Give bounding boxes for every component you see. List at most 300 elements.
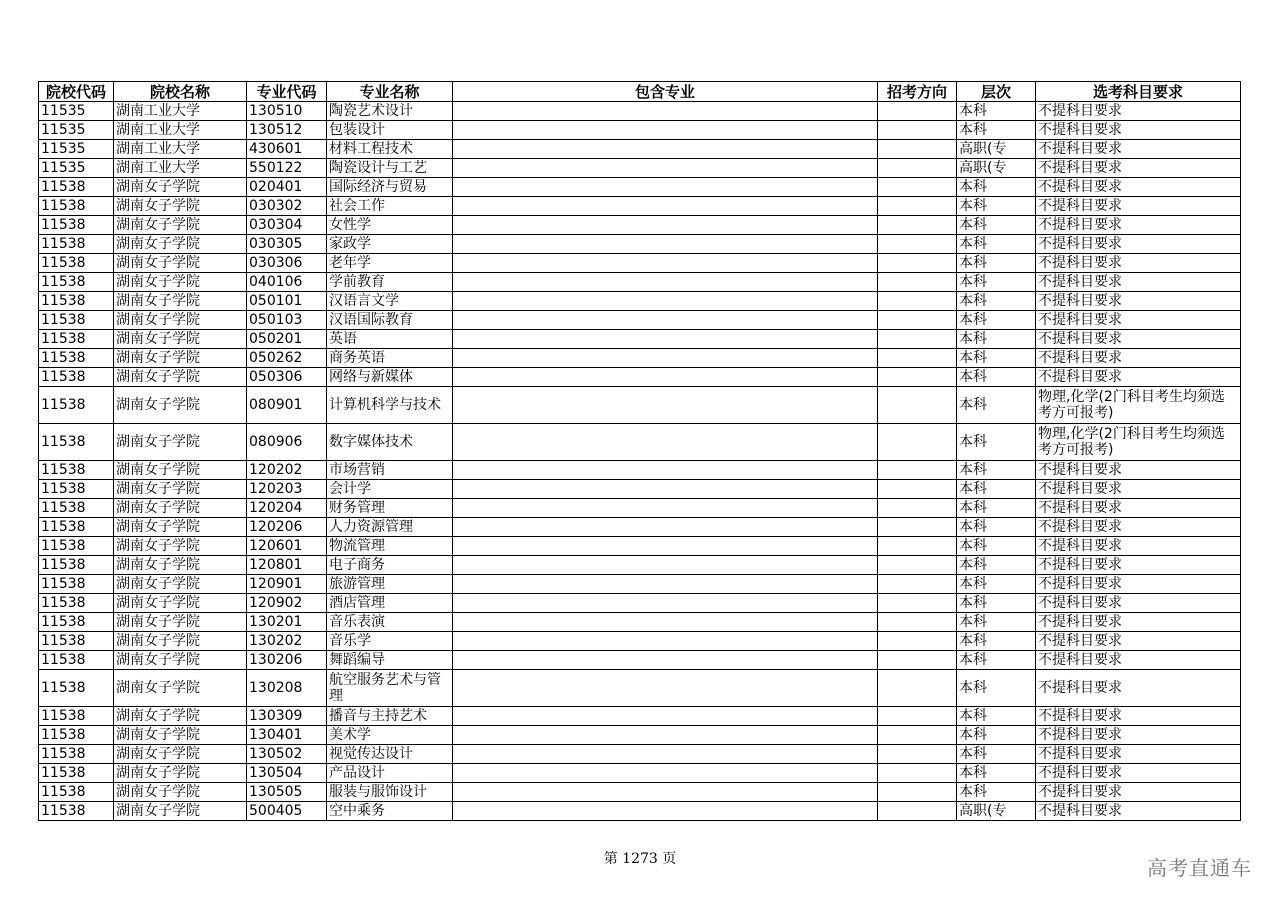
cell-major-name: 网络与新媒体 [327, 368, 453, 387]
table-row [39, 216, 1241, 235]
cell-included-majors [453, 140, 878, 159]
cell-subject-requirement: 不提科目要求 [1036, 556, 1241, 575]
cell-direction [878, 254, 957, 273]
cell-school-name: 湖南女子学院 [114, 273, 247, 292]
cell-school-name: 湖南女子学院 [114, 783, 247, 802]
cell-school-code: 11535 [39, 121, 114, 140]
cell-direction [878, 651, 957, 670]
cell-major-name: 商务英语 [327, 349, 453, 368]
cell-major-name: 女性学 [327, 216, 453, 235]
cell-level: 本科 [957, 461, 1036, 480]
table-row [39, 783, 1241, 802]
cell-level: 本科 [957, 651, 1036, 670]
cell-major-name: 财务管理 [327, 499, 453, 518]
cell-level: 本科 [957, 707, 1036, 726]
cell-subject-requirement: 不提科目要求 [1036, 802, 1241, 821]
header-subject-requirement: 选考科目要求 [1036, 82, 1241, 102]
header-major-code: 专业代码 [247, 82, 327, 102]
header-school-code: 院校代码 [39, 82, 114, 102]
cell-major-name: 物流管理 [327, 537, 453, 556]
cell-major-code: 080901 [247, 387, 327, 424]
cell-included-majors [453, 726, 878, 745]
cell-school-name: 湖南女子学院 [114, 518, 247, 537]
cell-included-majors [453, 102, 878, 121]
cell-included-majors [453, 311, 878, 330]
cell-included-majors [453, 178, 878, 197]
cell-major-code: 030304 [247, 216, 327, 235]
cell-subject-requirement: 不提科目要求 [1036, 102, 1241, 121]
cell-included-majors [453, 651, 878, 670]
cell-subject-requirement: 不提科目要求 [1036, 480, 1241, 499]
cell-included-majors [453, 764, 878, 783]
cell-major-name: 视觉传达设计 [327, 745, 453, 764]
cell-direction [878, 670, 957, 707]
table-row [39, 745, 1241, 764]
cell-major-name: 空中乘务 [327, 802, 453, 821]
header-included-majors: 包含专业 [453, 82, 878, 102]
cell-subject-requirement: 不提科目要求 [1036, 273, 1241, 292]
admissions-table [38, 81, 1241, 821]
cell-subject-requirement: 不提科目要求 [1036, 235, 1241, 254]
cell-level: 本科 [957, 311, 1036, 330]
cell-included-majors [453, 424, 878, 461]
cell-level: 本科 [957, 330, 1036, 349]
table-row [39, 102, 1241, 121]
cell-major-code: 500405 [247, 802, 327, 821]
cell-included-majors [453, 537, 878, 556]
cell-school-code: 11538 [39, 651, 114, 670]
cell-included-majors [453, 254, 878, 273]
cell-level: 本科 [957, 424, 1036, 461]
cell-major-name: 陶瓷设计与工艺 [327, 159, 453, 178]
cell-major-name: 计算机科学与技术 [327, 387, 453, 424]
page-number: 第 1273 页 [603, 851, 677, 867]
cell-major-name: 旅游管理 [327, 575, 453, 594]
cell-major-code: 120601 [247, 537, 327, 556]
cell-level: 本科 [957, 102, 1036, 121]
cell-major-name: 汉语国际教育 [327, 311, 453, 330]
cell-direction [878, 499, 957, 518]
cell-level: 本科 [957, 764, 1036, 783]
table-row [39, 311, 1241, 330]
cell-school-name: 湖南女子学院 [114, 537, 247, 556]
cell-major-code: 030302 [247, 197, 327, 216]
cell-direction [878, 424, 957, 461]
cell-included-majors [453, 273, 878, 292]
cell-school-code: 11538 [39, 349, 114, 368]
cell-school-name: 湖南女子学院 [114, 311, 247, 330]
cell-level: 本科 [957, 575, 1036, 594]
cell-school-name: 湖南女子学院 [114, 594, 247, 613]
cell-level: 本科 [957, 178, 1036, 197]
cell-major-name: 汉语言文学 [327, 292, 453, 311]
cell-major-code: 130202 [247, 632, 327, 651]
cell-major-name: 数字媒体技术 [327, 424, 453, 461]
table-row [39, 178, 1241, 197]
cell-level: 本科 [957, 594, 1036, 613]
cell-school-code: 11538 [39, 254, 114, 273]
cell-major-code: 130201 [247, 613, 327, 632]
cell-direction [878, 575, 957, 594]
cell-subject-requirement: 不提科目要求 [1036, 632, 1241, 651]
table-row [39, 424, 1241, 461]
table-row [39, 159, 1241, 178]
cell-subject-requirement: 物理,化学(2门科目考生均须选考方可报考) [1036, 424, 1241, 461]
cell-school-code: 11538 [39, 764, 114, 783]
cell-included-majors [453, 292, 878, 311]
cell-major-name: 电子商务 [327, 556, 453, 575]
table-row [39, 613, 1241, 632]
cell-level: 高职(专 [957, 802, 1036, 821]
header-row [39, 82, 1241, 102]
cell-school-name: 湖南女子学院 [114, 461, 247, 480]
cell-subject-requirement: 不提科目要求 [1036, 461, 1241, 480]
cell-subject-requirement: 不提科目要求 [1036, 140, 1241, 159]
cell-direction [878, 518, 957, 537]
cell-direction [878, 235, 957, 254]
cell-direction [878, 632, 957, 651]
cell-school-name: 湖南女子学院 [114, 235, 247, 254]
header-direction: 招考方向 [878, 82, 957, 102]
cell-school-name: 湖南女子学院 [114, 632, 247, 651]
table-row [39, 292, 1241, 311]
table-row [39, 387, 1241, 424]
cell-school-code: 11535 [39, 140, 114, 159]
cell-subject-requirement: 不提科目要求 [1036, 178, 1241, 197]
cell-level: 本科 [957, 254, 1036, 273]
cell-direction [878, 726, 957, 745]
cell-major-code: 030306 [247, 254, 327, 273]
cell-major-name: 美术学 [327, 726, 453, 745]
cell-level: 本科 [957, 632, 1036, 651]
cell-level: 本科 [957, 292, 1036, 311]
cell-major-code: 130309 [247, 707, 327, 726]
cell-direction [878, 121, 957, 140]
cell-school-code: 11538 [39, 670, 114, 707]
cell-direction [878, 707, 957, 726]
cell-school-name: 湖南女子学院 [114, 670, 247, 707]
cell-school-code: 11538 [39, 613, 114, 632]
table-row [39, 197, 1241, 216]
cell-major-code: 020401 [247, 178, 327, 197]
cell-subject-requirement: 不提科目要求 [1036, 613, 1241, 632]
cell-school-name: 湖南女子学院 [114, 387, 247, 424]
cell-school-code: 11538 [39, 292, 114, 311]
cell-direction [878, 461, 957, 480]
cell-major-code: 430601 [247, 140, 327, 159]
cell-school-name: 湖南工业大学 [114, 102, 247, 121]
cell-major-name: 舞蹈编导 [327, 651, 453, 670]
cell-major-code: 130505 [247, 783, 327, 802]
cell-school-code: 11538 [39, 499, 114, 518]
cell-school-name: 湖南女子学院 [114, 499, 247, 518]
cell-school-name: 湖南女子学院 [114, 613, 247, 632]
cell-subject-requirement: 不提科目要求 [1036, 651, 1241, 670]
table-row [39, 254, 1241, 273]
cell-school-code: 11538 [39, 745, 114, 764]
cell-direction [878, 537, 957, 556]
cell-level: 本科 [957, 387, 1036, 424]
cell-school-code: 11538 [39, 273, 114, 292]
cell-direction [878, 594, 957, 613]
cell-subject-requirement: 不提科目要求 [1036, 670, 1241, 707]
cell-direction [878, 802, 957, 821]
cell-direction [878, 387, 957, 424]
table-row [39, 121, 1241, 140]
cell-school-code: 11538 [39, 216, 114, 235]
cell-included-majors [453, 235, 878, 254]
cell-subject-requirement: 物理,化学(2门科目考生均须选考方可报考) [1036, 387, 1241, 424]
cell-direction [878, 745, 957, 764]
cell-level: 本科 [957, 480, 1036, 499]
cell-major-name: 陶瓷艺术设计 [327, 102, 453, 121]
table-row [39, 594, 1241, 613]
cell-level: 本科 [957, 613, 1036, 632]
cell-school-code: 11535 [39, 159, 114, 178]
cell-included-majors [453, 330, 878, 349]
cell-school-name: 湖南女子学院 [114, 197, 247, 216]
cell-level: 本科 [957, 216, 1036, 235]
cell-major-code: 050103 [247, 311, 327, 330]
table-row [39, 461, 1241, 480]
table-row [39, 368, 1241, 387]
cell-school-code: 11535 [39, 102, 114, 121]
cell-level: 高职(专 [957, 159, 1036, 178]
cell-subject-requirement: 不提科目要求 [1036, 368, 1241, 387]
cell-included-majors [453, 197, 878, 216]
cell-subject-requirement: 不提科目要求 [1036, 726, 1241, 745]
cell-included-majors [453, 783, 878, 802]
cell-level: 本科 [957, 273, 1036, 292]
cell-major-code: 120204 [247, 499, 327, 518]
cell-major-name: 包装设计 [327, 121, 453, 140]
cell-direction [878, 480, 957, 499]
watermark: 高考直通车 [1147, 856, 1252, 880]
cell-major-name: 会计学 [327, 480, 453, 499]
cell-level: 本科 [957, 783, 1036, 802]
cell-subject-requirement: 不提科目要求 [1036, 330, 1241, 349]
cell-included-majors [453, 802, 878, 821]
cell-direction [878, 764, 957, 783]
cell-level: 本科 [957, 745, 1036, 764]
cell-major-name: 学前教育 [327, 273, 453, 292]
cell-major-code: 080906 [247, 424, 327, 461]
cell-major-code: 130206 [247, 651, 327, 670]
cell-subject-requirement: 不提科目要求 [1036, 159, 1241, 178]
cell-subject-requirement: 不提科目要求 [1036, 216, 1241, 235]
cell-included-majors [453, 368, 878, 387]
cell-school-code: 11538 [39, 518, 114, 537]
cell-major-code: 120901 [247, 575, 327, 594]
cell-school-code: 11538 [39, 802, 114, 821]
cell-level: 本科 [957, 556, 1036, 575]
cell-level: 本科 [957, 197, 1036, 216]
table-row [39, 802, 1241, 821]
cell-school-code: 11538 [39, 632, 114, 651]
cell-school-name: 湖南工业大学 [114, 140, 247, 159]
cell-subject-requirement: 不提科目要求 [1036, 254, 1241, 273]
cell-major-code: 130401 [247, 726, 327, 745]
header-major-name: 专业名称 [327, 82, 453, 102]
cell-school-name: 湖南工业大学 [114, 121, 247, 140]
cell-direction [878, 783, 957, 802]
cell-direction [878, 311, 957, 330]
cell-school-name: 湖南女子学院 [114, 178, 247, 197]
table-row [39, 670, 1241, 707]
cell-school-name: 湖南女子学院 [114, 575, 247, 594]
table-row [39, 140, 1241, 159]
cell-major-name: 市场营销 [327, 461, 453, 480]
table-row [39, 235, 1241, 254]
cell-included-majors [453, 461, 878, 480]
table-row [39, 349, 1241, 368]
cell-subject-requirement: 不提科目要求 [1036, 745, 1241, 764]
cell-direction [878, 140, 957, 159]
cell-school-name: 湖南女子学院 [114, 480, 247, 499]
table-row [39, 632, 1241, 651]
cell-direction [878, 556, 957, 575]
table-row [39, 499, 1241, 518]
cell-school-name: 湖南女子学院 [114, 764, 247, 783]
cell-major-code: 130208 [247, 670, 327, 707]
cell-included-majors [453, 499, 878, 518]
cell-level: 本科 [957, 121, 1036, 140]
cell-level: 高职(专 [957, 140, 1036, 159]
cell-school-name: 湖南女子学院 [114, 707, 247, 726]
cell-major-code: 120202 [247, 461, 327, 480]
cell-major-name: 社会工作 [327, 197, 453, 216]
cell-subject-requirement: 不提科目要求 [1036, 707, 1241, 726]
table-row [39, 726, 1241, 745]
cell-direction [878, 292, 957, 311]
cell-included-majors [453, 613, 878, 632]
cell-subject-requirement: 不提科目要求 [1036, 764, 1241, 783]
cell-direction [878, 368, 957, 387]
cell-school-code: 11538 [39, 594, 114, 613]
cell-school-code: 11538 [39, 480, 114, 499]
cell-level: 本科 [957, 349, 1036, 368]
cell-school-code: 11538 [39, 424, 114, 461]
cell-school-name: 湖南女子学院 [114, 556, 247, 575]
cell-major-name: 航空服务艺术与管理 [327, 670, 453, 707]
cell-school-name: 湖南女子学院 [114, 424, 247, 461]
cell-school-name: 湖南女子学院 [114, 726, 247, 745]
cell-major-code: 040106 [247, 273, 327, 292]
cell-included-majors [453, 556, 878, 575]
cell-subject-requirement: 不提科目要求 [1036, 594, 1241, 613]
cell-direction [878, 330, 957, 349]
cell-included-majors [453, 632, 878, 651]
cell-school-code: 11538 [39, 368, 114, 387]
cell-major-code: 130512 [247, 121, 327, 140]
cell-level: 本科 [957, 537, 1036, 556]
cell-included-majors [453, 349, 878, 368]
table-row [39, 480, 1241, 499]
cell-school-code: 11538 [39, 330, 114, 349]
cell-school-name: 湖南女子学院 [114, 745, 247, 764]
cell-school-name: 湖南女子学院 [114, 651, 247, 670]
cell-included-majors [453, 387, 878, 424]
cell-school-code: 11538 [39, 235, 114, 254]
cell-direction [878, 102, 957, 121]
cell-included-majors [453, 594, 878, 613]
table-row [39, 707, 1241, 726]
cell-school-code: 11538 [39, 556, 114, 575]
cell-major-name: 老年学 [327, 254, 453, 273]
cell-major-code: 120206 [247, 518, 327, 537]
cell-major-name: 英语 [327, 330, 453, 349]
cell-included-majors [453, 745, 878, 764]
header-school-name: 院校名称 [114, 82, 247, 102]
table-row [39, 273, 1241, 292]
cell-level: 本科 [957, 518, 1036, 537]
table-row [39, 518, 1241, 537]
cell-school-code: 11538 [39, 726, 114, 745]
cell-direction [878, 159, 957, 178]
cell-major-code: 030305 [247, 235, 327, 254]
cell-subject-requirement: 不提科目要求 [1036, 499, 1241, 518]
cell-major-name: 音乐学 [327, 632, 453, 651]
cell-school-code: 11538 [39, 387, 114, 424]
cell-subject-requirement: 不提科目要求 [1036, 518, 1241, 537]
cell-major-code: 050101 [247, 292, 327, 311]
cell-major-code: 050201 [247, 330, 327, 349]
cell-subject-requirement: 不提科目要求 [1036, 575, 1241, 594]
cell-direction [878, 197, 957, 216]
cell-major-code: 050262 [247, 349, 327, 368]
cell-subject-requirement: 不提科目要求 [1036, 121, 1241, 140]
cell-school-code: 11538 [39, 178, 114, 197]
cell-subject-requirement: 不提科目要求 [1036, 349, 1241, 368]
cell-major-code: 130510 [247, 102, 327, 121]
cell-level: 本科 [957, 368, 1036, 387]
cell-school-code: 11538 [39, 707, 114, 726]
cell-major-name: 服装与服饰设计 [327, 783, 453, 802]
cell-direction [878, 178, 957, 197]
cell-school-code: 11538 [39, 311, 114, 330]
cell-included-majors [453, 518, 878, 537]
cell-school-code: 11538 [39, 783, 114, 802]
cell-major-code: 120902 [247, 594, 327, 613]
cell-subject-requirement: 不提科目要求 [1036, 292, 1241, 311]
header-level: 层次 [957, 82, 1036, 102]
table-row [39, 556, 1241, 575]
cell-included-majors [453, 575, 878, 594]
cell-level: 本科 [957, 499, 1036, 518]
cell-major-name: 家政学 [327, 235, 453, 254]
cell-school-code: 11538 [39, 461, 114, 480]
cell-school-name: 湖南女子学院 [114, 368, 247, 387]
cell-school-name: 湖南工业大学 [114, 159, 247, 178]
cell-school-name: 湖南女子学院 [114, 330, 247, 349]
cell-level: 本科 [957, 726, 1036, 745]
cell-direction [878, 613, 957, 632]
cell-major-code: 130504 [247, 764, 327, 783]
table-row [39, 330, 1241, 349]
cell-subject-requirement: 不提科目要求 [1036, 537, 1241, 556]
cell-subject-requirement: 不提科目要求 [1036, 197, 1241, 216]
cell-school-name: 湖南女子学院 [114, 254, 247, 273]
cell-major-code: 550122 [247, 159, 327, 178]
cell-school-name: 湖南女子学院 [114, 216, 247, 235]
cell-school-name: 湖南女子学院 [114, 802, 247, 821]
table-row [39, 537, 1241, 556]
cell-level: 本科 [957, 670, 1036, 707]
cell-included-majors [453, 159, 878, 178]
cell-subject-requirement: 不提科目要求 [1036, 783, 1241, 802]
cell-level: 本科 [957, 235, 1036, 254]
cell-major-code: 120801 [247, 556, 327, 575]
